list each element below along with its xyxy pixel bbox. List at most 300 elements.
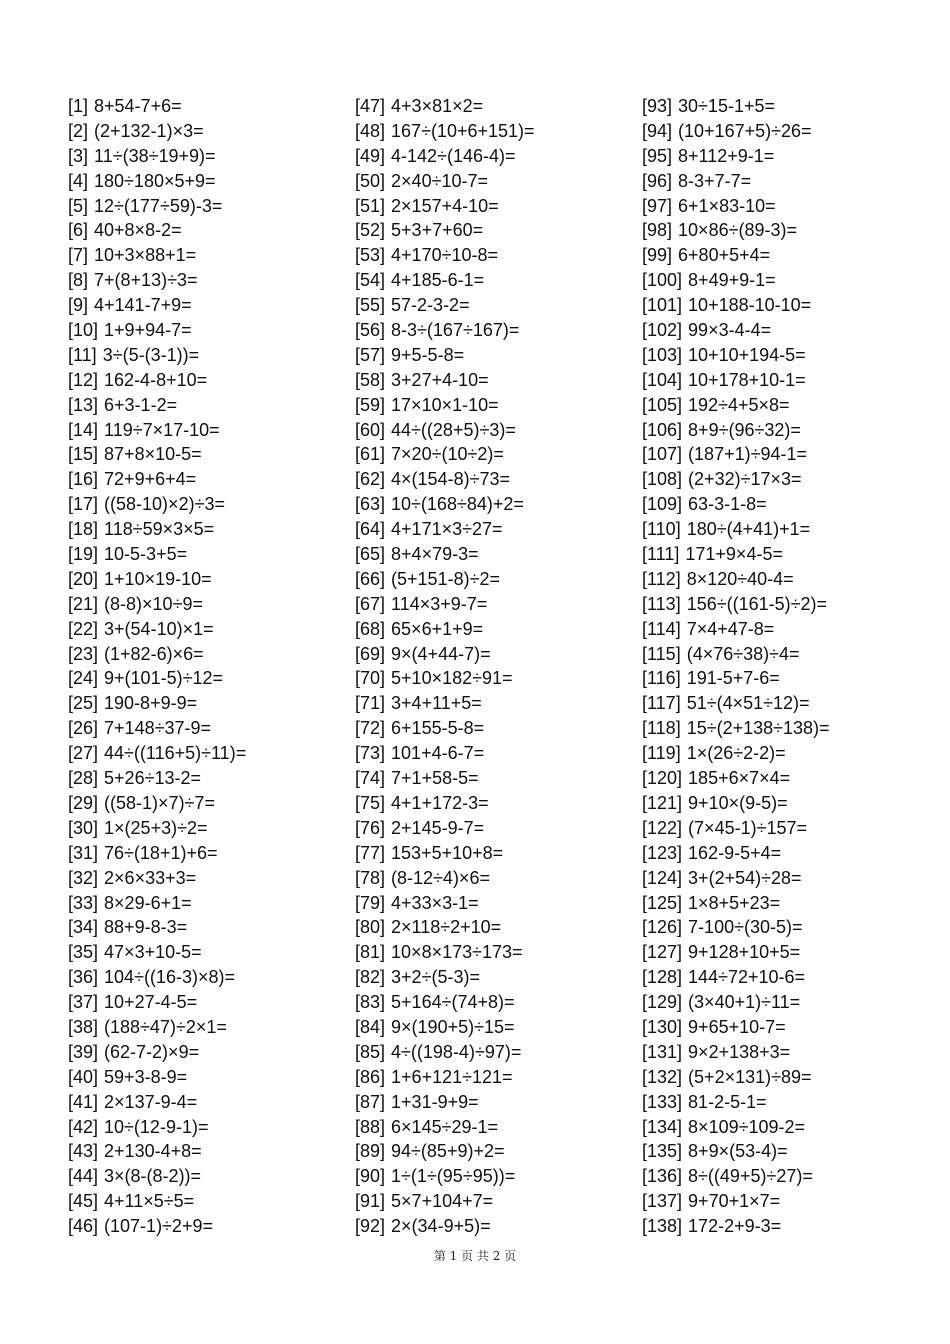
problem-number: [83] bbox=[355, 992, 386, 1013]
problem-item bbox=[355, 891, 625, 916]
problem-expression: 2×137-9-4= bbox=[104, 1091, 198, 1112]
problem-expression: (1+82-6)×6= bbox=[104, 643, 204, 664]
problem-number: [43] bbox=[68, 1141, 99, 1162]
problem-expression: 4+171×3÷27= bbox=[391, 519, 503, 540]
problem-number: [34] bbox=[68, 917, 99, 938]
problem-expression: 8×109÷109-2= bbox=[688, 1116, 806, 1137]
problem-item bbox=[355, 1139, 625, 1164]
problem-item bbox=[68, 318, 338, 343]
problem-item bbox=[68, 841, 338, 866]
problem-expression: 2×40÷10-7= bbox=[391, 170, 488, 191]
problem-number: [70] bbox=[355, 668, 386, 689]
problem-item bbox=[642, 617, 932, 642]
problem-number: [106] bbox=[642, 419, 683, 440]
problem-expression: 8-3+7-7= bbox=[678, 170, 752, 191]
problem-expression: 101+4-6-7= bbox=[391, 743, 485, 764]
problem-number: [118] bbox=[642, 718, 681, 739]
problem-expression: 9+70+1×7= bbox=[688, 1191, 781, 1212]
problem-number: [81] bbox=[355, 942, 386, 963]
problem-expression: 3+2÷(5-3)= bbox=[391, 967, 480, 988]
problem-number: [69] bbox=[355, 643, 386, 664]
problem-number: [92] bbox=[355, 1216, 386, 1237]
problem-expression: 44÷((116+5)÷11)= bbox=[104, 743, 247, 764]
problem-item bbox=[68, 617, 338, 642]
problem-item bbox=[642, 293, 932, 318]
problem-expression: 7+1+58-5= bbox=[391, 768, 479, 789]
problem-item bbox=[355, 1214, 625, 1239]
problem-item bbox=[68, 1115, 338, 1140]
problem-expression: 8-3÷(167÷167)= bbox=[391, 320, 520, 341]
problem-item bbox=[355, 293, 625, 318]
problem-item bbox=[355, 766, 625, 791]
problem-number: [84] bbox=[355, 1016, 386, 1037]
problem-number: [95] bbox=[642, 145, 673, 166]
problem-item bbox=[355, 866, 625, 891]
problem-expression: 10+178+10-1= bbox=[688, 369, 806, 390]
problem-expression: 2×(34-9+5)= bbox=[391, 1216, 491, 1237]
problem-number: [122] bbox=[642, 817, 683, 838]
problem-number: [133] bbox=[642, 1091, 683, 1112]
problem-column-3 bbox=[642, 94, 932, 1239]
problem-number: [110] bbox=[642, 519, 681, 540]
problem-item bbox=[355, 1164, 625, 1189]
problem-number: [74] bbox=[355, 768, 386, 789]
problem-number: [9] bbox=[68, 295, 89, 316]
problem-column-2 bbox=[355, 94, 625, 1239]
problem-number: [108] bbox=[642, 469, 683, 490]
problem-number: [54] bbox=[355, 270, 386, 291]
problem-expression: 167÷(10+6+151)= bbox=[391, 120, 535, 141]
problem-item bbox=[642, 642, 932, 667]
problem-item bbox=[642, 1164, 932, 1189]
problem-item bbox=[355, 716, 625, 741]
problem-item bbox=[68, 666, 338, 691]
problem-number: [98] bbox=[642, 220, 673, 241]
problem-item bbox=[355, 94, 625, 119]
problem-number: [24] bbox=[68, 668, 99, 689]
problem-number: [36] bbox=[68, 967, 99, 988]
problem-expression: 99×3-4-4= bbox=[688, 320, 772, 341]
problem-expression: 4+185-6-1= bbox=[391, 270, 485, 291]
problem-item bbox=[68, 169, 338, 194]
problem-item bbox=[642, 393, 932, 418]
problem-item bbox=[642, 467, 932, 492]
problem-item bbox=[642, 791, 932, 816]
problem-expression: 4+11×5÷5= bbox=[104, 1191, 195, 1212]
page-footer: 第 1 页 共 2 页 bbox=[433, 1249, 517, 1263]
problem-expression: 1×(25+3)÷2= bbox=[104, 817, 208, 838]
problem-number: [117] bbox=[642, 693, 681, 714]
problem-expression: ((58-10)×2)÷3= bbox=[104, 494, 225, 515]
problem-item bbox=[642, 691, 932, 716]
problem-expression: (2+132-1)×3= bbox=[94, 120, 204, 141]
problem-item bbox=[642, 194, 932, 219]
problem-expression: 9+65+10-7= bbox=[688, 1016, 786, 1037]
problem-item bbox=[355, 567, 625, 592]
problem-expression: 7-100÷(30-5)= bbox=[688, 917, 803, 938]
problem-number: [48] bbox=[355, 120, 386, 141]
problem-expression: 5+26÷13-2= bbox=[104, 768, 201, 789]
problem-item bbox=[642, 965, 932, 990]
problem-item bbox=[68, 965, 338, 990]
problem-item bbox=[642, 841, 932, 866]
problem-number: [59] bbox=[355, 394, 386, 415]
problem-expression: 2+145-9-7= bbox=[391, 817, 485, 838]
problem-number: [136] bbox=[642, 1166, 683, 1187]
problem-expression: 8×120÷40-4= bbox=[686, 568, 794, 589]
problem-number: [22] bbox=[68, 618, 99, 639]
problem-expression: 17×10×1-10= bbox=[391, 394, 499, 415]
problem-number: [72] bbox=[355, 718, 386, 739]
problem-number: [112] bbox=[642, 568, 681, 589]
problem-expression: 8×29-6+1= bbox=[104, 892, 192, 913]
problem-expression: 156÷((161-5)÷2)= bbox=[686, 593, 828, 614]
problem-expression: 2×6×33+3= bbox=[104, 867, 197, 888]
problem-number: [99] bbox=[642, 245, 673, 266]
problem-item bbox=[355, 492, 625, 517]
problem-number: [68] bbox=[355, 618, 386, 639]
problem-item bbox=[355, 691, 625, 716]
problem-expression: 72+9+6+4= bbox=[104, 469, 197, 490]
problem-item bbox=[355, 194, 625, 219]
problem-expression: 7×4+47-8= bbox=[686, 618, 775, 639]
problem-item bbox=[355, 741, 625, 766]
problem-number: [82] bbox=[355, 967, 386, 988]
problem-item bbox=[355, 169, 625, 194]
problem-item bbox=[642, 343, 932, 368]
problem-item bbox=[355, 243, 625, 268]
problem-item bbox=[68, 467, 338, 492]
problem-item bbox=[355, 268, 625, 293]
problem-expression: 10+10+194-5= bbox=[688, 344, 806, 365]
problem-expression: 30÷15-1+5= bbox=[678, 96, 775, 116]
problem-number: [134] bbox=[642, 1116, 683, 1137]
problem-number: [113] bbox=[642, 593, 681, 614]
problem-item bbox=[68, 1189, 338, 1214]
problem-expression: 2×157+4-10= bbox=[391, 195, 499, 216]
problem-item bbox=[68, 891, 338, 916]
problem-number: [73] bbox=[355, 743, 386, 764]
problem-item bbox=[68, 1040, 338, 1065]
problem-number: [90] bbox=[355, 1166, 386, 1187]
problem-number: [25] bbox=[68, 693, 99, 714]
problem-item bbox=[355, 343, 625, 368]
problem-expression: 47×3+10-5= bbox=[104, 942, 202, 963]
problem-expression: 4+1+172-3= bbox=[391, 792, 489, 813]
problem-number: [33] bbox=[68, 892, 99, 913]
problem-item bbox=[642, 592, 932, 617]
problem-number: [57] bbox=[355, 344, 386, 365]
problem-expression: 1×(26÷2-2)= bbox=[686, 743, 786, 764]
problem-expression: (5+151-8)÷2= bbox=[391, 568, 500, 589]
problem-number: [27] bbox=[68, 743, 99, 764]
problem-item bbox=[355, 1090, 625, 1115]
problem-expression: 9+10×(9-5)= bbox=[688, 792, 788, 813]
problem-item bbox=[68, 542, 338, 567]
problem-expression: 5+164÷(74+8)= bbox=[391, 992, 515, 1013]
problem-expression: 119÷7×17-10= bbox=[104, 419, 220, 440]
problem-number: [111] bbox=[642, 544, 680, 565]
problem-number: [56] bbox=[355, 320, 386, 341]
problem-item bbox=[355, 1015, 625, 1040]
problem-expression: 6+3-1-2= bbox=[104, 394, 178, 415]
problem-expression: 104÷((16-3)×8)= bbox=[104, 967, 235, 988]
problem-number: [79] bbox=[355, 892, 386, 913]
problem-item bbox=[355, 965, 625, 990]
problem-number: [41] bbox=[68, 1091, 99, 1112]
problem-number: [39] bbox=[68, 1041, 99, 1062]
problem-item bbox=[355, 617, 625, 642]
problem-item bbox=[355, 393, 625, 418]
problem-number: [66] bbox=[355, 568, 386, 589]
problem-expression: 10+188-10-10= bbox=[688, 295, 812, 316]
problem-expression: 185+6×7×4= bbox=[688, 768, 791, 789]
problem-expression: 81-2-5-1= bbox=[688, 1091, 767, 1112]
problem-expression: 88+9-8-3= bbox=[104, 917, 188, 938]
problem-number: [103] bbox=[642, 344, 683, 365]
problem-expression: (3×40+1)÷11= bbox=[688, 992, 801, 1013]
problem-expression: 180÷180×5+9= bbox=[94, 170, 216, 191]
problem-item bbox=[68, 716, 338, 741]
problem-expression: 4+3×81×2= bbox=[391, 96, 484, 116]
problem-number: [137] bbox=[642, 1191, 683, 1212]
problem-number: [121] bbox=[642, 792, 683, 813]
problem-item bbox=[68, 915, 338, 940]
problem-expression: 1+10×19-10= bbox=[104, 568, 212, 589]
problem-item bbox=[642, 1065, 932, 1090]
problem-expression: 172-2+9-3= bbox=[688, 1216, 782, 1237]
problem-number: [58] bbox=[355, 369, 386, 390]
problem-expression: 5×7+104+7= bbox=[391, 1191, 494, 1212]
problem-expression: 51÷(4×51÷12)= bbox=[686, 693, 810, 714]
problem-expression: 8+9÷(96÷32)= bbox=[688, 419, 801, 440]
problem-expression: 10×8×173÷173= bbox=[391, 942, 523, 963]
problem-item bbox=[642, 716, 932, 741]
problem-number: [37] bbox=[68, 992, 99, 1013]
problem-item bbox=[642, 1090, 932, 1115]
problem-expression: 4-142÷(146-4)= bbox=[391, 145, 516, 166]
problem-number: [71] bbox=[355, 693, 386, 714]
problem-item bbox=[68, 293, 338, 318]
problem-expression: (188÷47)÷2×1= bbox=[104, 1016, 227, 1037]
problem-number: [80] bbox=[355, 917, 386, 938]
problem-number: [107] bbox=[642, 444, 683, 465]
problem-expression: 153+5+10+8= bbox=[391, 842, 504, 863]
problem-expression: 192÷4+5×8= bbox=[688, 394, 790, 415]
problem-number: [94] bbox=[642, 120, 673, 141]
problem-expression: (8-8)×10÷9= bbox=[104, 593, 203, 614]
problem-expression: (8-12÷4)×6= bbox=[391, 867, 490, 888]
problem-expression: 9×2+138+3= bbox=[688, 1041, 791, 1062]
problem-item bbox=[355, 990, 625, 1015]
problem-item bbox=[642, 144, 932, 169]
problem-number: [2] bbox=[68, 120, 89, 141]
problem-number: [88] bbox=[355, 1116, 386, 1137]
problem-item bbox=[68, 393, 338, 418]
problem-number: [76] bbox=[355, 817, 386, 838]
problem-number: [129] bbox=[642, 992, 683, 1013]
problem-number: [91] bbox=[355, 1191, 386, 1212]
problem-item bbox=[642, 442, 932, 467]
problem-item bbox=[642, 218, 932, 243]
problem-item bbox=[68, 194, 338, 219]
problem-item bbox=[68, 567, 338, 592]
problem-number: [8] bbox=[68, 270, 89, 291]
problem-item bbox=[355, 915, 625, 940]
problem-expression: 7+(8+13)÷3= bbox=[94, 270, 198, 291]
problem-item bbox=[642, 1015, 932, 1040]
problem-expression: 63-3-1-8= bbox=[688, 494, 767, 515]
problem-item bbox=[68, 442, 338, 467]
problem-expression: 6+1×83-10= bbox=[678, 195, 776, 216]
problem-expression: 191-5+7-6= bbox=[686, 668, 780, 689]
problem-item bbox=[355, 542, 625, 567]
problem-expression: 9+128+10+5= bbox=[688, 942, 801, 963]
problem-expression: 7×20÷(10÷2)= bbox=[391, 444, 504, 465]
problem-number: [51] bbox=[355, 195, 386, 216]
problem-item bbox=[642, 816, 932, 841]
problem-item bbox=[355, 940, 625, 965]
problem-expression: 1+9+94-7= bbox=[104, 320, 192, 341]
problem-item bbox=[68, 1139, 338, 1164]
problem-expression: 87+8×10-5= bbox=[104, 444, 202, 465]
problem-item bbox=[642, 1115, 932, 1140]
problem-item bbox=[355, 442, 625, 467]
problem-expression: 1×8+5+23= bbox=[688, 892, 781, 913]
problem-expression: (107-1)÷2+9= bbox=[104, 1216, 213, 1237]
problem-expression: (4×76÷38)÷4= bbox=[686, 643, 800, 664]
problem-number: [16] bbox=[68, 469, 99, 490]
problem-number: [138] bbox=[642, 1216, 683, 1237]
problem-number: [120] bbox=[642, 768, 683, 789]
problem-number: [85] bbox=[355, 1041, 386, 1062]
problem-expression: 8+49+9-1= bbox=[688, 270, 776, 291]
problem-number: [17] bbox=[68, 494, 99, 515]
problem-number: [78] bbox=[355, 867, 386, 888]
problem-number: [100] bbox=[642, 270, 683, 291]
problem-number: [44] bbox=[68, 1166, 99, 1187]
problem-item bbox=[642, 990, 932, 1015]
problem-expression: 4×(154-8)÷73= bbox=[391, 469, 510, 490]
problem-number: [128] bbox=[642, 967, 683, 988]
problem-expression: 2+130-4+8= bbox=[104, 1141, 202, 1162]
problem-number: [20] bbox=[68, 568, 99, 589]
problem-expression: 5+3+7+60= bbox=[391, 220, 484, 241]
problem-number: [11] bbox=[68, 344, 97, 365]
problem-number: [38] bbox=[68, 1016, 99, 1037]
problem-number: [26] bbox=[68, 718, 99, 739]
problem-item bbox=[68, 642, 338, 667]
problem-number: [50] bbox=[355, 170, 386, 191]
problem-expression: 9+(101-5)÷12= bbox=[104, 668, 223, 689]
problem-number: [101] bbox=[642, 295, 683, 316]
problem-item bbox=[355, 144, 625, 169]
problem-item bbox=[642, 492, 932, 517]
problem-item bbox=[355, 816, 625, 841]
problem-expression: 4+33×3-1= bbox=[391, 892, 479, 913]
problem-item bbox=[355, 467, 625, 492]
problem-number: [23] bbox=[68, 643, 99, 664]
problem-expression: 57-2-3-2= bbox=[391, 295, 470, 316]
problem-item bbox=[68, 691, 338, 716]
problem-number: [109] bbox=[642, 494, 683, 515]
problem-item bbox=[642, 169, 932, 194]
problem-number: [53] bbox=[355, 245, 386, 266]
problem-item bbox=[68, 218, 338, 243]
problem-item bbox=[642, 866, 932, 891]
problem-number: [125] bbox=[642, 892, 683, 913]
problem-number: [42] bbox=[68, 1116, 99, 1137]
problem-item bbox=[68, 343, 338, 368]
problem-number: [123] bbox=[642, 842, 683, 863]
problem-expression: 10+3×88+1= bbox=[94, 245, 197, 266]
problem-number: [19] bbox=[68, 544, 99, 565]
problem-number: [7] bbox=[68, 245, 89, 266]
problem-item bbox=[642, 666, 932, 691]
problem-expression: 190-8+9-9= bbox=[104, 693, 198, 714]
problem-expression: 9×(4+44-7)= bbox=[391, 643, 491, 664]
problem-number: [105] bbox=[642, 394, 683, 415]
problem-item bbox=[68, 990, 338, 1015]
problem-number: [115] bbox=[642, 643, 681, 664]
problem-number: [49] bbox=[355, 145, 386, 166]
problem-number: [31] bbox=[68, 842, 99, 863]
problem-number: [45] bbox=[68, 1191, 99, 1212]
problem-number: [29] bbox=[68, 792, 99, 813]
problem-number: [132] bbox=[642, 1066, 683, 1087]
problem-item bbox=[355, 1040, 625, 1065]
problem-expression: 11÷(38÷19+9)= bbox=[94, 145, 216, 166]
problem-expression: 2×118÷2+10= bbox=[391, 917, 502, 938]
problem-item bbox=[355, 592, 625, 617]
problem-column-1 bbox=[68, 94, 338, 1239]
problem-number: [5] bbox=[68, 195, 89, 216]
problem-expression: 59+3-8-9= bbox=[104, 1066, 188, 1087]
problem-number: [135] bbox=[642, 1141, 683, 1162]
problem-number: [119] bbox=[642, 743, 681, 764]
problem-item bbox=[642, 1139, 932, 1164]
problem-item bbox=[355, 218, 625, 243]
problem-number: [18] bbox=[68, 519, 99, 540]
problem-expression: (2+32)÷17×3= bbox=[688, 469, 802, 490]
problem-item bbox=[68, 1214, 338, 1239]
problem-expression: 10÷(12-9-1)= bbox=[104, 1116, 209, 1137]
problem-expression: 162-9-5+4= bbox=[688, 842, 782, 863]
problem-expression: 3×(8-(8-2))= bbox=[104, 1166, 202, 1187]
problem-item bbox=[355, 642, 625, 667]
problem-expression: 5+10×182÷91= bbox=[391, 668, 513, 689]
problem-item bbox=[355, 666, 625, 691]
problem-expression: 1+31-9+9= bbox=[391, 1091, 479, 1112]
problem-expression: 9+5-5-8= bbox=[391, 344, 465, 365]
problem-item bbox=[68, 144, 338, 169]
problem-expression: 6+155-5-8= bbox=[391, 718, 485, 739]
problem-item bbox=[355, 418, 625, 443]
problem-expression: 15÷(2+138÷138)= bbox=[686, 718, 830, 739]
problem-item bbox=[642, 940, 932, 965]
problem-expression: 3÷(5-(3-1))= bbox=[102, 344, 200, 365]
problem-number: [64] bbox=[355, 519, 386, 540]
problem-expression: 7+148÷37-9= bbox=[104, 718, 212, 739]
problem-item bbox=[355, 119, 625, 144]
problem-number: [63] bbox=[355, 494, 386, 515]
problem-number: [89] bbox=[355, 1141, 386, 1162]
problem-item bbox=[68, 592, 338, 617]
problem-expression: 6×145÷29-1= bbox=[391, 1116, 499, 1137]
problem-item bbox=[642, 766, 932, 791]
problem-expression: 10-5-3+5= bbox=[104, 544, 188, 565]
problem-number: [15] bbox=[68, 444, 99, 465]
